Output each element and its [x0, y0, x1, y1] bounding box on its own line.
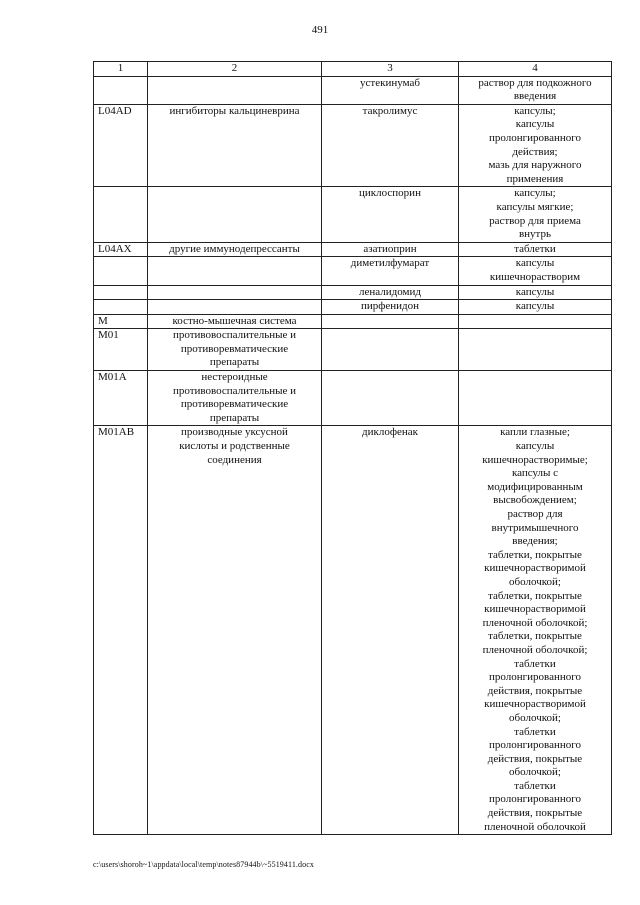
atc-code-cell [94, 300, 148, 315]
atc-code-cell: M01 [94, 329, 148, 371]
drug-name-cell: такролимус [322, 104, 459, 187]
drug-name-cell: азатиоприн [322, 242, 459, 257]
header-col-3: 3 [322, 62, 459, 77]
dosage-form-cell: капсулы [459, 285, 612, 300]
dosage-form-cell: капли глазные; капсулы кишечнорастворимые; капсулы с модифицированным высвобождением; раствор для внутримышечного введения; таблетки, покрытые кишечнорастворимой оболочкой; таблетки, покрытые кишечнорастворимой пленочной оболочкой; таблетки, покрытые пленочной оболочкой; таблетки пролонгированного действия, покрытые кишечнорастворимой оболочкой; таблетки пролонгированного действия, покрытые оболочкой; таблетки пролонгированного действия, покрытые пленочной оболочкой [459, 426, 612, 835]
dosage-form-cell: таблетки [459, 242, 612, 257]
table-row [94, 104, 612, 187]
atc-code-cell [94, 285, 148, 300]
group-name-cell [148, 187, 322, 242]
page-number: 491 [311, 24, 329, 36]
table-row [94, 329, 612, 371]
atc-code-cell [94, 187, 148, 242]
atc-code-cell: L04AD [94, 104, 148, 187]
group-name-cell: ингибиторы кальциневрина [148, 104, 322, 187]
drug-name-cell [322, 371, 459, 426]
table-row [94, 257, 612, 285]
atc-code-cell: M01A [94, 371, 148, 426]
drug-name-cell: устекинумаб [322, 76, 459, 104]
dosage-form-cell [459, 371, 612, 426]
group-name-cell [148, 257, 322, 285]
dosage-form-cell [459, 329, 612, 371]
dosage-form-cell: капсулы; капсулы пролонгированного действия; мазь для наружного применения [459, 104, 612, 187]
group-name-cell: нестероидные противовоспалительные и противоревматические препараты [148, 371, 322, 426]
table-body [94, 76, 612, 835]
drug-name-cell: пирфенидон [322, 300, 459, 315]
table-row [94, 242, 612, 257]
table-row [94, 426, 612, 835]
table-row [94, 187, 612, 242]
atc-code-cell [94, 257, 148, 285]
drug-name-cell [322, 314, 459, 329]
drug-name-cell: диметилфумарат [322, 257, 459, 285]
group-name-cell: противовоспалительные и противоревматические препараты [148, 329, 322, 371]
table-row [94, 76, 612, 104]
group-name-cell: производные уксусной кислоты и родственные соединения [148, 426, 322, 835]
header-col-4: 4 [459, 62, 612, 77]
group-name-cell: другие иммунодепрессанты [148, 242, 322, 257]
footer-file-path: c:\users\shoroh~1\appdata\local\temp\notes87944b\~5519411.docx [93, 860, 314, 869]
table-row [94, 300, 612, 315]
group-name-cell [148, 300, 322, 315]
table-row [94, 371, 612, 426]
table-row [94, 314, 612, 329]
table-header-row [94, 62, 612, 77]
dosage-form-cell: капсулы [459, 300, 612, 315]
drug-name-cell: леналидомид [322, 285, 459, 300]
dosage-form-cell [459, 314, 612, 329]
header-col-2: 2 [148, 62, 322, 77]
atc-code-cell: L04AX [94, 242, 148, 257]
group-name-cell [148, 76, 322, 104]
dosage-form-cell: раствор для подкожного введения [459, 76, 612, 104]
group-name-cell [148, 285, 322, 300]
drug-classification-table [93, 61, 612, 835]
group-name-cell: костно-мышечная система [148, 314, 322, 329]
drug-name-cell: циклоспорин [322, 187, 459, 242]
drug-name-cell: диклофенак [322, 426, 459, 835]
dosage-form-cell: капсулы; капсулы мягкие; раствор для приема внутрь [459, 187, 612, 242]
atc-code-cell [94, 76, 148, 104]
atc-code-cell: M [94, 314, 148, 329]
dosage-form-cell: капсулы кишечнорастворим [459, 257, 612, 285]
header-col-1: 1 [94, 62, 148, 77]
table-row [94, 285, 612, 300]
drug-name-cell [322, 329, 459, 371]
atc-code-cell: M01AB [94, 426, 148, 835]
